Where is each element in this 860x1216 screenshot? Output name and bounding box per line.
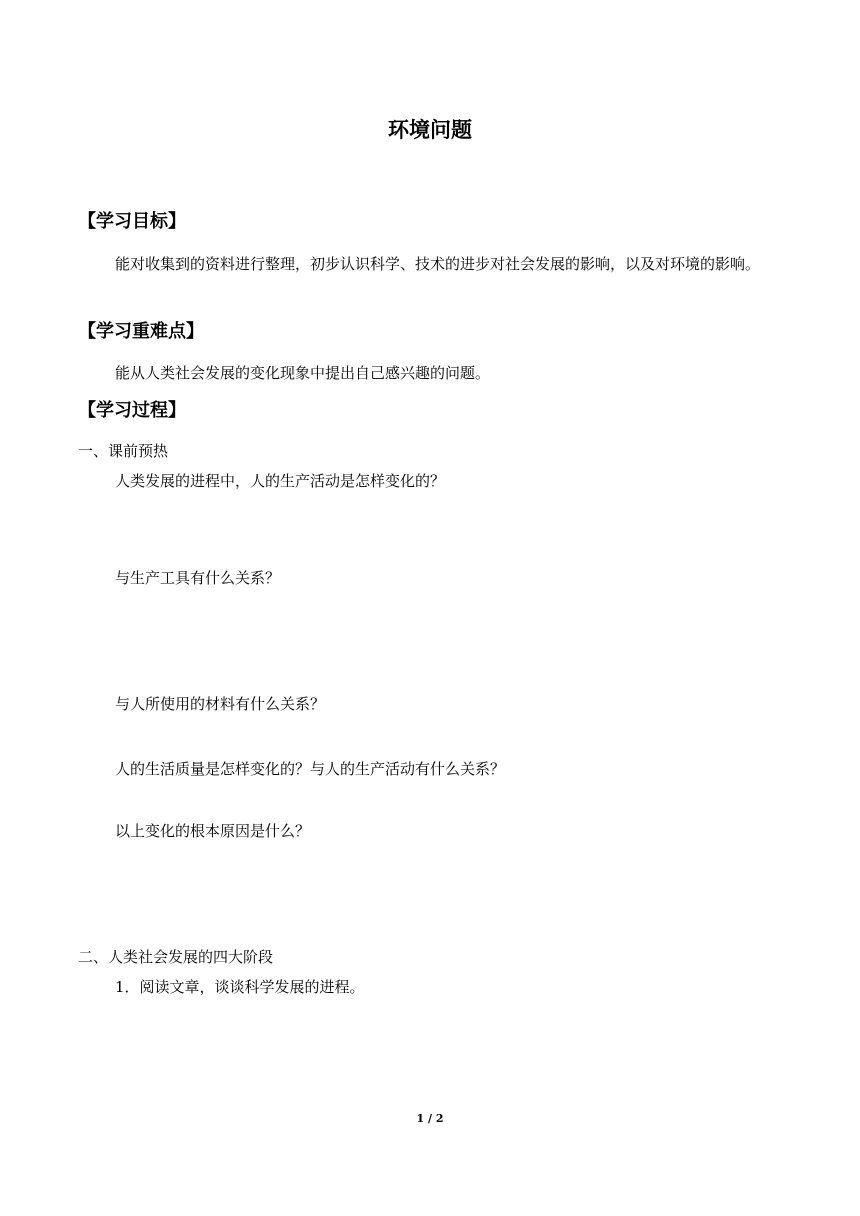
- part1-question-4: 人的生活质量是怎样变化的？与人的生产活动有什么关系？: [115, 760, 506, 778]
- document-title: 环境问题: [388, 118, 472, 142]
- part2-heading: 二、人类社会发展的四大阶段: [78, 948, 274, 966]
- process-heading: 【学习过程】: [78, 400, 186, 421]
- part1-heading: 一、课前预热: [78, 442, 169, 460]
- objectives-heading: 【学习目标】: [78, 211, 186, 232]
- key-points-heading: 【学习重难点】: [78, 321, 204, 342]
- page-number: 1 / 2: [416, 1112, 444, 1125]
- objectives-text: 能对收集到的资料进行整理，初步认识科学、技术的进步对社会发展的影响，以及对环境的影响。: [115, 255, 761, 273]
- part1-question-1: 人类发展的进程中，人的生产活动是怎样变化的？: [115, 472, 446, 490]
- part2-item-1: 1．阅读文章，谈谈科学发展的进程。: [115, 978, 365, 996]
- key-points-text: 能从人类社会发展的变化现象中提出自己感兴趣的问题。: [115, 364, 491, 382]
- part1-question-3: 与人所使用的材料有什么关系？: [115, 695, 326, 713]
- part1-question-5: 以上变化的根本原因是什么？: [115, 822, 311, 840]
- part1-question-2: 与生产工具有什么关系？: [115, 569, 281, 587]
